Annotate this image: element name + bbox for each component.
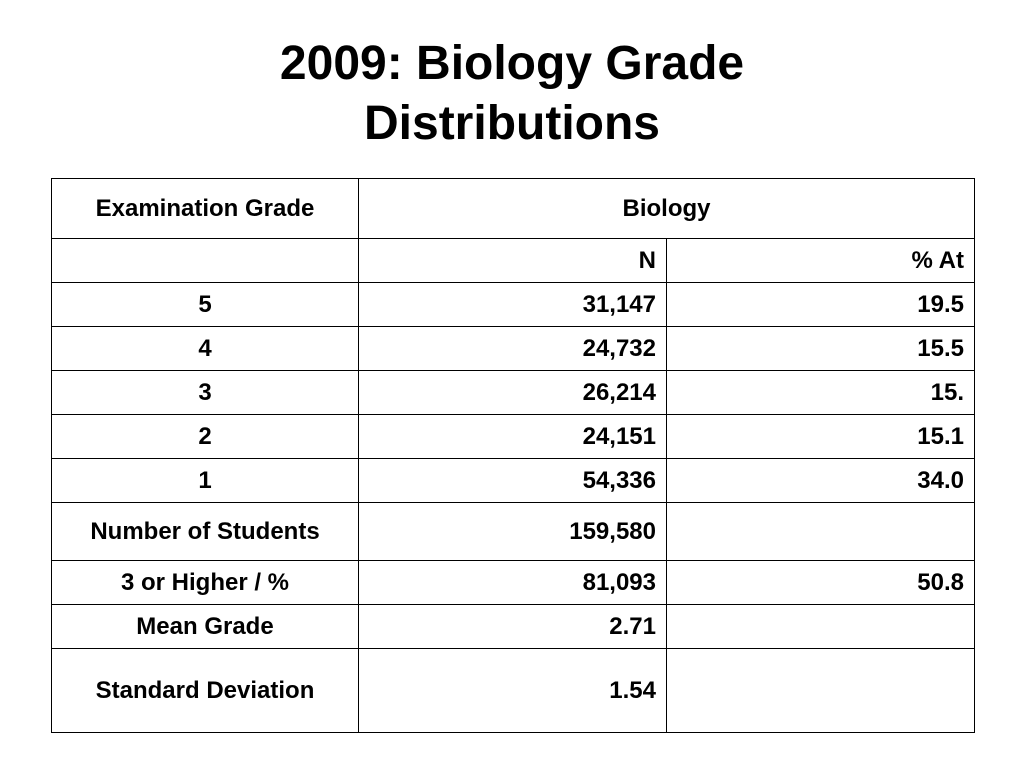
grade-cell: 4 (52, 327, 359, 371)
table-row-grade-4 (52, 327, 975, 371)
n-cell: 31,147 (359, 283, 667, 327)
percent-cell (667, 503, 975, 561)
grade-cell: 5 (52, 283, 359, 327)
n-cell: 2.71 (359, 605, 667, 649)
n-cell: 1.54 (359, 649, 667, 733)
n-cell: 24,732 (359, 327, 667, 371)
summary-label-cell: Mean Grade (52, 605, 359, 649)
percent-cell (667, 649, 975, 733)
table-subheader-row (52, 239, 975, 283)
percent-cell: 15.5 (667, 327, 975, 371)
percent-cell: 15.1 (667, 415, 975, 459)
percent-cell (667, 605, 975, 649)
summary-label-cell: Number of Students (52, 503, 359, 561)
n-cell: 159,580 (359, 503, 667, 561)
summary-label-cell: Standard Deviation (52, 649, 359, 733)
subheader-empty-cell (52, 239, 359, 283)
table-row-grade-1 (52, 459, 975, 503)
table-header-row (52, 179, 975, 239)
table-row-standard-deviation (52, 649, 975, 733)
grade-cell: 1 (52, 459, 359, 503)
subheader-percent-at: % At (667, 239, 975, 283)
table-row-number-of-students (52, 503, 975, 561)
table-row-three-or-higher (52, 561, 975, 605)
table-row-mean-grade (52, 605, 975, 649)
table-row-grade-5 (52, 283, 975, 327)
percent-cell: 19.5 (667, 283, 975, 327)
grade-distribution-table (51, 178, 975, 733)
slide-title-line-1: 2009: Biology Grade (279, 37, 745, 90)
subheader-n: N (359, 239, 667, 283)
header-examination-grade: Examination Grade (52, 179, 359, 239)
grade-cell: 3 (52, 371, 359, 415)
n-cell: 26,214 (359, 371, 667, 415)
percent-cell: 34.0 (667, 459, 975, 503)
summary-label-cell: 3 or Higher / % (52, 561, 359, 605)
table-row-grade-3 (52, 371, 975, 415)
slide-title (0, 34, 1024, 154)
n-cell: 81,093 (359, 561, 667, 605)
grade-cell: 2 (52, 415, 359, 459)
n-cell: 54,336 (359, 459, 667, 503)
slide-title-line-2: Distributions (364, 97, 660, 150)
header-biology: Biology (359, 179, 975, 239)
percent-cell: 50.8 (667, 561, 975, 605)
table-row-grade-2 (52, 415, 975, 459)
n-cell: 24,151 (359, 415, 667, 459)
percent-cell: 15. (667, 371, 975, 415)
